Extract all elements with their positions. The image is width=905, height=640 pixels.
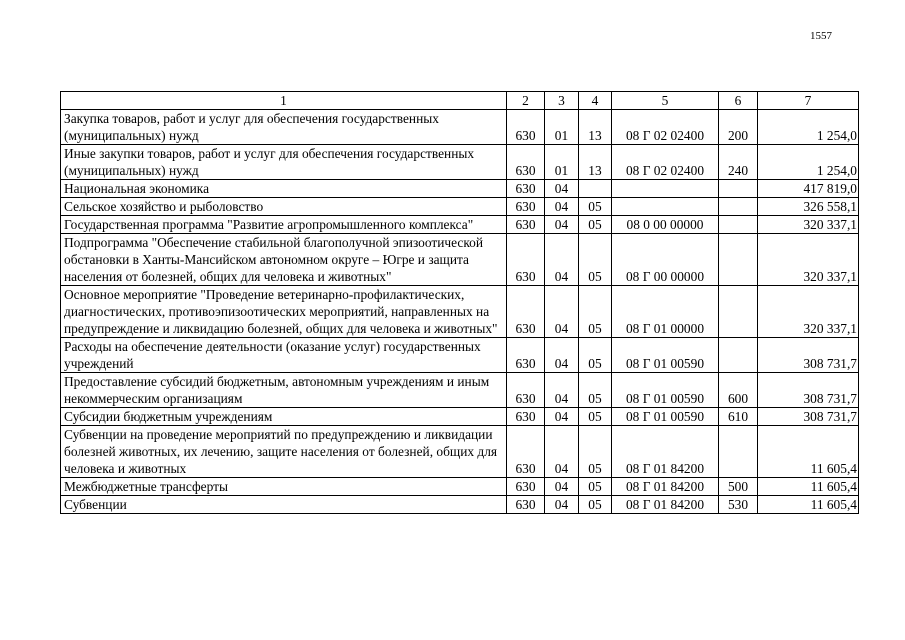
row-name-cell: Предоставление субсидий бюджетным, автономным учреждениям и иным некоммерческим организациям [61,373,507,408]
table-row [61,198,859,216]
row-name-cell: Субвенции [61,496,507,514]
expense-type-cell: 530 [719,496,758,514]
subsection-cell: 05 [579,338,612,373]
expense-type-cell: 600 [719,373,758,408]
amount-cell: 320 337,1 [758,286,859,338]
target-article-cell: 08 Г 01 84200 [612,496,719,514]
admin-code-cell: 630 [507,145,545,180]
subsection-cell: 13 [579,110,612,145]
table-row [61,496,859,514]
expense-type-cell [719,338,758,373]
target-article-cell: 08 Г 01 00590 [612,408,719,426]
subsection-cell: 05 [579,198,612,216]
header-row [61,92,859,110]
table-row [61,478,859,496]
expense-type-cell: 610 [719,408,758,426]
row-name-cell: Иные закупки товаров, работ и услуг для обеспечения государственных (муниципальных) нужд [61,145,507,180]
budget-table [60,91,859,514]
target-article-cell: 08 Г 01 84200 [612,426,719,478]
row-name-cell: Межбюджетные трансферты [61,478,507,496]
row-name-cell: Субвенции на проведение мероприятий по предупреждению и ликвидации болезней животных, их лечению, защите населения от болезней, общих для человека и животных [61,426,507,478]
admin-code-cell: 630 [507,408,545,426]
section-cell: 04 [545,216,579,234]
section-cell: 04 [545,408,579,426]
section-cell: 04 [545,286,579,338]
target-article-cell: 08 Г 01 84200 [612,478,719,496]
header-cell-1: 1 [61,92,507,110]
section-cell: 04 [545,496,579,514]
section-cell: 04 [545,478,579,496]
target-article-cell: 08 Г 02 02400 [612,110,719,145]
subsection-cell: 05 [579,216,612,234]
expense-type-cell: 200 [719,110,758,145]
table-row [61,110,859,145]
admin-code-cell: 630 [507,373,545,408]
header-cell-3: 3 [545,92,579,110]
target-article-cell: 08 Г 02 02400 [612,145,719,180]
subsection-cell: 05 [579,234,612,286]
section-cell: 04 [545,338,579,373]
target-article-cell: 08 0 00 00000 [612,216,719,234]
header-cell-6: 6 [719,92,758,110]
row-name-cell: Сельское хозяйство и рыболовство [61,198,507,216]
subsection-cell: 05 [579,408,612,426]
target-article-cell: 08 Г 01 00000 [612,286,719,338]
amount-cell: 417 819,0 [758,180,859,198]
header-cell-5: 5 [612,92,719,110]
row-name-cell: Основное мероприятие "Проведение ветеринарно-профилактических, диагностических, противоэпизоотических мероприятий, направленных на предупреждение и ликвидацию болезней, общих для человека и животных" [61,286,507,338]
amount-cell: 320 337,1 [758,234,859,286]
amount-cell: 11 605,4 [758,496,859,514]
table-row [61,286,859,338]
amount-cell: 1 254,0 [758,145,859,180]
admin-code-cell: 630 [507,180,545,198]
subsection-cell [579,180,612,198]
admin-code-cell: 630 [507,110,545,145]
header-cell-7: 7 [758,92,859,110]
section-cell: 04 [545,198,579,216]
row-name-cell: Субсидии бюджетным учреждениям [61,408,507,426]
subsection-cell: 05 [579,496,612,514]
target-article-cell [612,180,719,198]
admin-code-cell: 630 [507,338,545,373]
section-cell: 04 [545,180,579,198]
header-cell-4: 4 [579,92,612,110]
table-row [61,338,859,373]
section-cell: 04 [545,234,579,286]
admin-code-cell: 630 [507,496,545,514]
row-name-cell: Расходы на обеспечение деятельности (оказание услуг) государственных учреждений [61,338,507,373]
page-number: 1557 [810,30,832,42]
admin-code-cell: 630 [507,198,545,216]
amount-cell: 1 254,0 [758,110,859,145]
amount-cell: 11 605,4 [758,478,859,496]
amount-cell: 308 731,7 [758,338,859,373]
section-cell: 01 [545,145,579,180]
subsection-cell: 05 [579,426,612,478]
row-name-cell: Государственная программа "Развитие агропромышленного комплекса" [61,216,507,234]
admin-code-cell: 630 [507,478,545,496]
target-article-cell: 08 Г 01 00590 [612,373,719,408]
expense-type-cell: 240 [719,145,758,180]
admin-code-cell: 630 [507,234,545,286]
amount-cell: 308 731,7 [758,373,859,408]
section-cell: 04 [545,426,579,478]
row-name-cell: Закупка товаров, работ и услуг для обеспечения государственных (муниципальных) нужд [61,110,507,145]
admin-code-cell: 630 [507,216,545,234]
table-row [61,145,859,180]
target-article-cell [612,198,719,216]
expense-type-cell [719,198,758,216]
subsection-cell: 05 [579,478,612,496]
table-row [61,373,859,408]
table-row [61,234,859,286]
target-article-cell: 08 Г 01 00590 [612,338,719,373]
table-row [61,408,859,426]
table-row [61,180,859,198]
admin-code-cell: 630 [507,426,545,478]
subsection-cell: 05 [579,286,612,338]
expense-type-cell [719,180,758,198]
section-cell: 01 [545,110,579,145]
header-cell-2: 2 [507,92,545,110]
amount-cell: 308 731,7 [758,408,859,426]
amount-cell: 326 558,1 [758,198,859,216]
target-article-cell: 08 Г 00 00000 [612,234,719,286]
subsection-cell: 13 [579,145,612,180]
expense-type-cell: 500 [719,478,758,496]
expense-type-cell [719,426,758,478]
row-name-cell: Подпрограмма "Обеспечение стабильной благополучной эпизоотической обстановки в Ханты-Мансийском автономном округе – Югре и защита населения от болезней, общих для человека и животных" [61,234,507,286]
row-name-cell: Национальная экономика [61,180,507,198]
table-row [61,216,859,234]
subsection-cell: 05 [579,373,612,408]
admin-code-cell: 630 [507,286,545,338]
amount-cell: 11 605,4 [758,426,859,478]
amount-cell: 320 337,1 [758,216,859,234]
expense-type-cell [719,234,758,286]
section-cell: 04 [545,373,579,408]
table-row [61,426,859,478]
expense-type-cell [719,216,758,234]
expense-type-cell [719,286,758,338]
